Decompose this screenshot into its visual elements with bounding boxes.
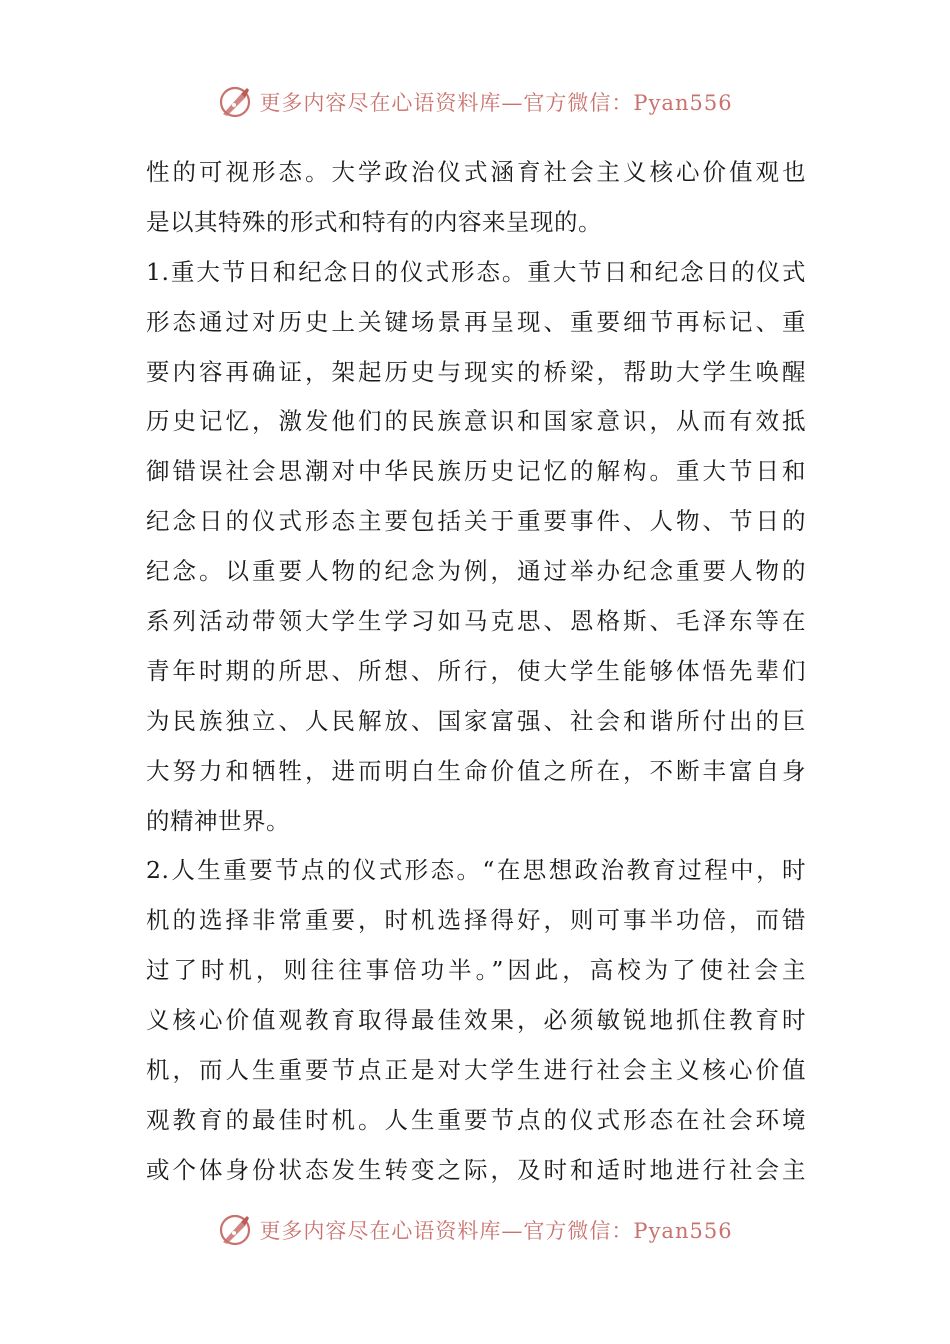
text-line-6: 历史记忆，激发他们的民族意识和国家意识，从而有效抵 <box>146 407 806 436</box>
text-line-14: 的精神世界。 <box>146 806 290 835</box>
text-line-19: 机，而人生重要节点正是对大学生进行社会主义核心价值 <box>146 1056 806 1085</box>
header-banner <box>217 84 732 120</box>
text-line-20: 观教育的最佳时机。人生重要节点的仪式形态在社会环境 <box>146 1105 806 1134</box>
text-line-2: 是以其特殊的形式和特有的内容来呈现的。 <box>146 207 602 236</box>
text-line-7: 御错误社会思潮对中华民族历史记忆的解构。重大节日和 <box>146 457 806 486</box>
pen-nib-circle-icon <box>217 84 253 120</box>
header-banner-text: 更多内容尽在心语资料库—官方微信：Pyan556 <box>259 91 733 115</box>
text-line-8: 纪念日的仪式形态主要包括关于重要事件、人物、节日的 <box>146 507 806 536</box>
text-line-4: 形态通过对历史上关键场景再呈现、重要细节再标记、重 <box>146 307 806 336</box>
footer-banner-text: 更多内容尽在心语资料库—官方微信：Pyan556 <box>259 1219 733 1243</box>
text-line-18: 义核心价值观教育取得最佳效果，必须敏锐地抓住教育时 <box>146 1006 806 1035</box>
text-line-21: 或个体身份状态发生转变之际，及时和适时地进行社会主 <box>146 1155 806 1184</box>
text-line-12: 为民族独立、人民解放、国家富强、社会和谐所付出的巨 <box>146 706 806 735</box>
text-line-10: 系列活动带领大学生学习如马克思、恩格斯、毛泽东等在 <box>146 607 806 636</box>
text-line-16: 机的选择非常重要，时机选择得好，则可事半功倍，而错 <box>146 906 806 935</box>
page-header <box>0 80 950 124</box>
text-line-9: 纪念。以重要人物的纪念为例，通过举办纪念重要人物的 <box>146 557 806 586</box>
text-line-13: 大努力和牺牲，进而明白生命价值之所在，不断丰富自身 <box>146 756 806 785</box>
page-footer <box>0 1208 950 1252</box>
pen-nib-circle-icon <box>217 1212 253 1248</box>
text-line-15: 2.人生重要节点的仪式形态。“在思想政治教育过程中，时 <box>146 856 806 885</box>
text-line-5: 要内容再确证，架起历史与现实的桥梁，帮助大学生唤醒 <box>146 357 806 386</box>
text-line-3: 1.重大节日和纪念日的仪式形态。重大节日和纪念日的仪式 <box>146 257 806 286</box>
text-line-11: 青年时期的所思、所想、所行，使大学生能够体悟先辈们 <box>146 656 806 685</box>
text-line-1: 性的可视形态。大学政治仪式涵育社会主义核心价值观也 <box>146 158 806 186</box>
document-body <box>146 148 806 1196</box>
text-line-17: 过了时机，则往往事倍功半。”因此，高校为了使社会主 <box>146 956 806 985</box>
footer-banner <box>217 1212 732 1248</box>
